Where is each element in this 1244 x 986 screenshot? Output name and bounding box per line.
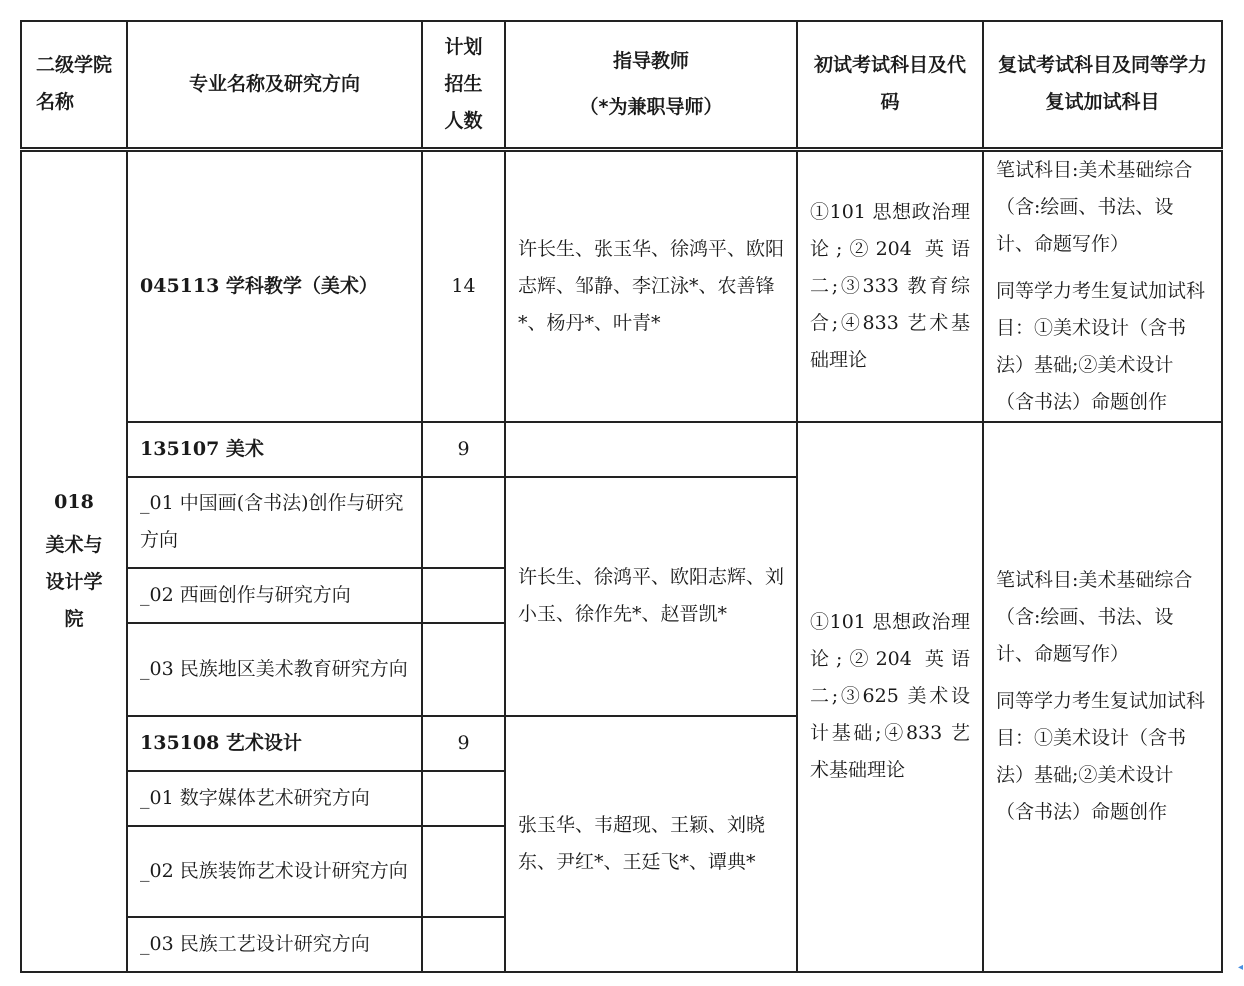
college-cell bbox=[21, 149, 127, 972]
header-quota: 计划招生人数 bbox=[422, 21, 505, 149]
direction-item: _03 民族地区美术教育研究方向 bbox=[127, 623, 422, 716]
retest-written: 笔试科目:美术基础综合（含:绘画、书法、设计、命题写作） bbox=[996, 158, 1193, 255]
retest-equal-ability: 同等学力考生复试加试科目：①美术设计（含书法）基础;②美术设计（含书法）命题创作 bbox=[996, 690, 1206, 823]
quota-empty bbox=[422, 826, 505, 917]
direction-item: _03 民族工艺设计研究方向 bbox=[127, 917, 422, 972]
table-row bbox=[21, 422, 1222, 477]
quota-value: 9 bbox=[422, 716, 505, 771]
quota-empty bbox=[422, 771, 505, 826]
quota-empty bbox=[422, 917, 505, 972]
major-name: 045113 学科教学（美术） bbox=[127, 149, 422, 422]
header-row bbox=[21, 21, 1222, 149]
teachers-list: 许长生、张玉华、徐鸿平、欧阳志辉、邹静、李江泳*、农善锋*、杨丹*、叶青* bbox=[505, 149, 797, 422]
college-name: 美术与设计学院 bbox=[45, 534, 103, 630]
header-prelim: 初试考试科目及代码 bbox=[797, 21, 983, 149]
retest-subjects bbox=[983, 422, 1222, 972]
teachers-list: 许长生、徐鸿平、欧阳志辉、刘小玉、徐作先*、赵晋凯* bbox=[505, 477, 797, 716]
header-teachers-note: （*为兼职导师） bbox=[579, 96, 723, 119]
quota-empty bbox=[422, 568, 505, 623]
retest-subjects bbox=[983, 149, 1222, 422]
table-row bbox=[21, 149, 1222, 422]
quota-value: 9 bbox=[422, 422, 505, 477]
direction-item: _01 中国画(含书法)创作与研究方向 bbox=[127, 477, 422, 568]
major-name: 135108 艺术设计 bbox=[127, 716, 422, 771]
major-name: 135107 美术 bbox=[127, 422, 422, 477]
header-teachers bbox=[505, 21, 797, 149]
prelim-subjects: ①101 思想政治理论;②204 英语二;③625 美术设计基础;④833 艺术基础理论 bbox=[797, 422, 983, 972]
direction-item: _02 西画创作与研究方向 bbox=[127, 568, 422, 623]
direction-item: _01 数字媒体艺术研究方向 bbox=[127, 771, 422, 826]
teachers-list: 张玉华、韦超现、王颖、刘晓东、尹红*、王廷飞*、谭典* bbox=[505, 716, 797, 972]
retest-written: 笔试科目:美术基础综合（含:绘画、书法、设计、命题写作） bbox=[996, 569, 1193, 665]
quota-value: 14 bbox=[422, 149, 505, 422]
teachers-empty bbox=[505, 422, 797, 477]
header-teachers-title: 指导教师 bbox=[612, 50, 689, 73]
header-college: 二级学院名称 bbox=[21, 21, 127, 149]
header-major: 专业名称及研究方向 bbox=[127, 21, 422, 149]
scroll-marker-icon: ◂ bbox=[1238, 962, 1244, 973]
quota-empty bbox=[422, 477, 505, 568]
prelim-subjects: ①101 思想政治理论;②204 英语二;③333 教育综合;④833 艺术基础理论 bbox=[797, 149, 983, 422]
college-code: 018 bbox=[54, 491, 94, 513]
quota-empty bbox=[422, 623, 505, 716]
admissions-plan-table bbox=[20, 20, 1223, 973]
direction-item: _02 民族装饰艺术设计研究方向 bbox=[127, 826, 422, 917]
retest-equal-ability: 同等学力考生复试加试科目：①美术设计（含书法）基础;②美术设计（含书法）命题创作 bbox=[996, 279, 1206, 413]
header-retest: 复试考试科目及同等学力复试加试科目 bbox=[983, 21, 1222, 149]
